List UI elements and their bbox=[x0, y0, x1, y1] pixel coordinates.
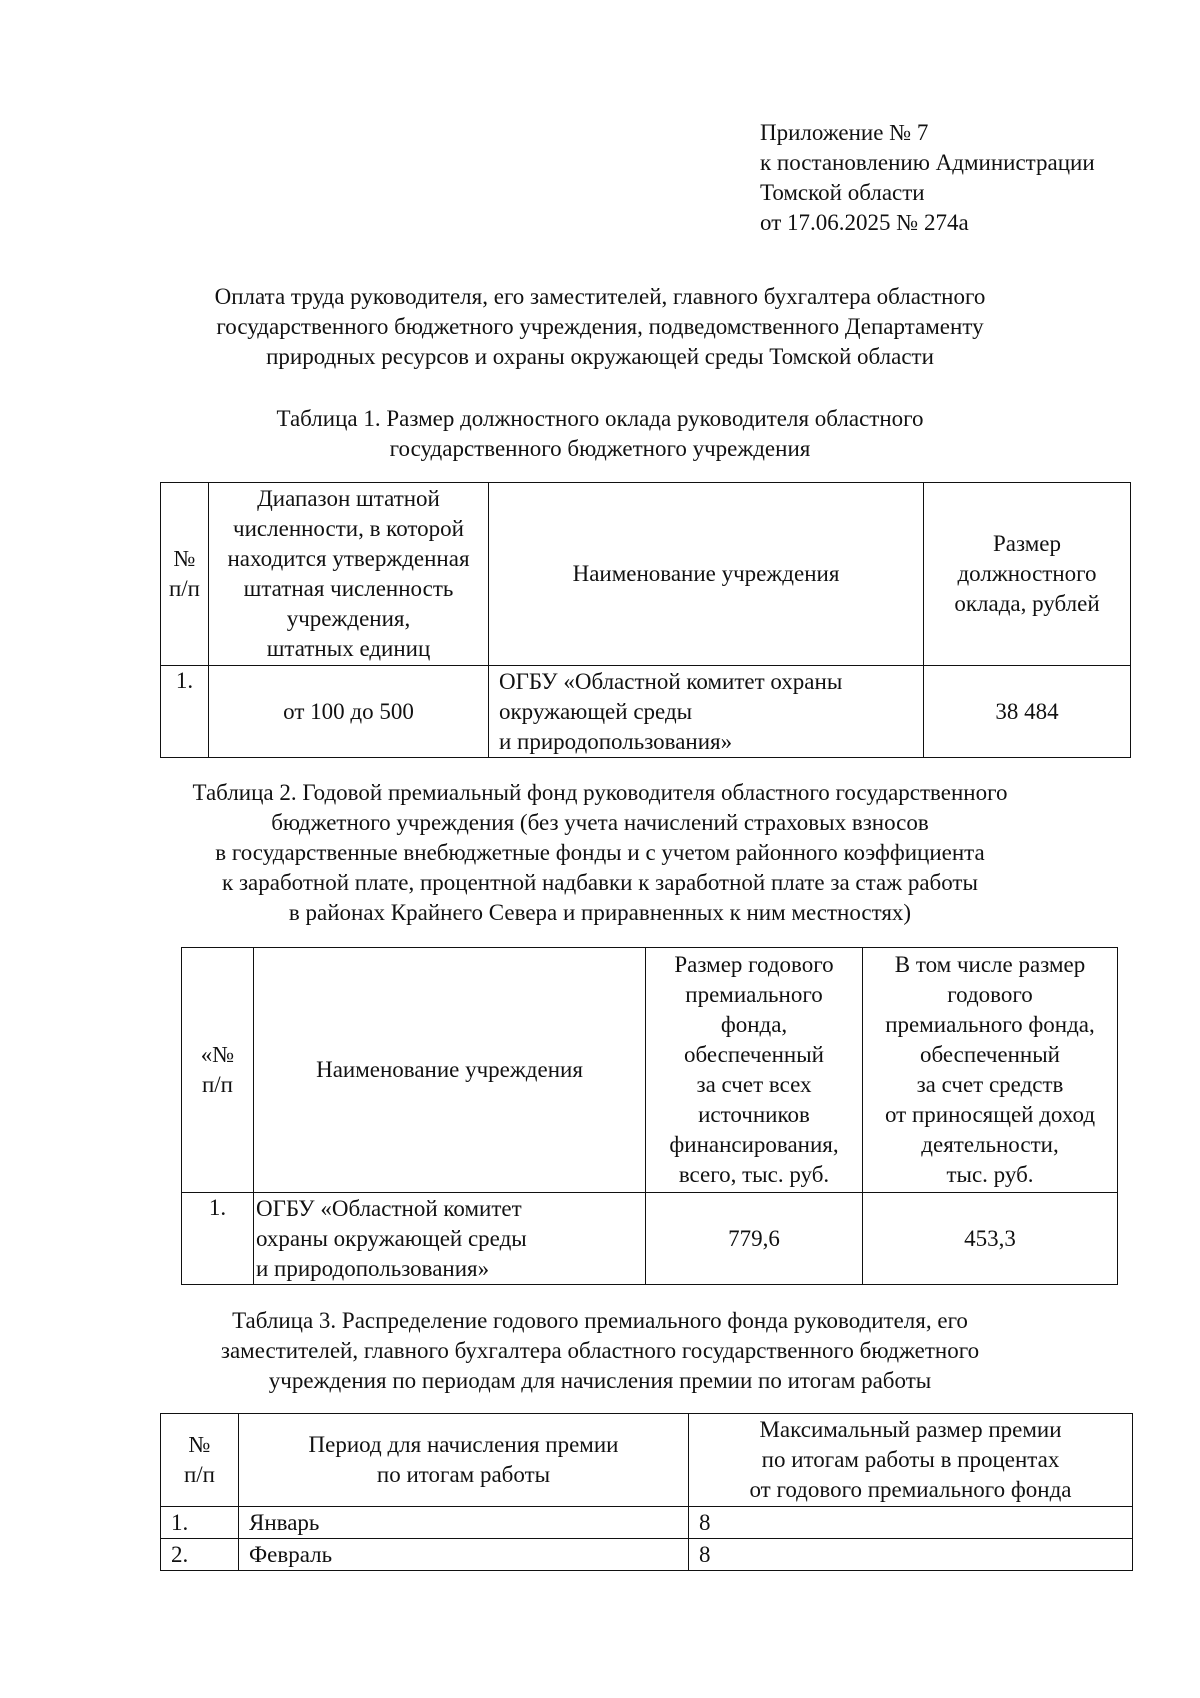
header-text: п/п bbox=[201, 1072, 233, 1097]
row-max-bonus: 8 bbox=[689, 1507, 1133, 1539]
row-max-bonus: 8 bbox=[689, 1539, 1133, 1571]
header-text: численности, в которой bbox=[233, 516, 464, 541]
header-text: за счет средств bbox=[916, 1072, 1064, 1097]
caption-line: учреждения по периодам для начисления премии по итогам работы bbox=[268, 1368, 932, 1393]
table-header-row bbox=[161, 1414, 1133, 1507]
header-text: штатных единиц bbox=[266, 636, 431, 661]
header-text: источников bbox=[698, 1102, 810, 1127]
table3-bonus-distribution bbox=[160, 1413, 1133, 1571]
row-period: Февраль bbox=[239, 1539, 689, 1571]
table1-caption bbox=[120, 404, 1080, 464]
caption-line: Таблица 2. Годовой премиальный фонд руководителя областного государственного bbox=[192, 780, 1008, 805]
cell-text: ОГБУ «Областной комитет bbox=[256, 1195, 522, 1221]
header-num bbox=[161, 483, 209, 666]
header-text: фонда, bbox=[720, 1012, 788, 1037]
header-text: годового bbox=[947, 982, 1033, 1007]
row-fund-total: 779,6 bbox=[646, 1193, 863, 1285]
header-fund-income bbox=[863, 948, 1118, 1193]
header-text: от приносящей доход bbox=[884, 1102, 1096, 1127]
header-text: премиального bbox=[685, 982, 823, 1007]
row-institution bbox=[254, 1193, 646, 1285]
table1-salary bbox=[160, 482, 1131, 758]
header-text: учреждения, bbox=[286, 606, 411, 631]
header-text: премиального фонда, bbox=[885, 1012, 1095, 1037]
header-text: обеспеченный bbox=[920, 1042, 1060, 1067]
header-text: должностного bbox=[957, 561, 1097, 586]
table-row bbox=[161, 1507, 1133, 1539]
row-institution bbox=[489, 666, 924, 758]
header-text: за счет всех bbox=[696, 1072, 812, 1097]
header-text: В том числе размер bbox=[894, 952, 1086, 977]
header-institution: Наименование учреждения bbox=[489, 483, 924, 666]
row-num: 2. bbox=[161, 1539, 239, 1571]
row-num: 1. bbox=[182, 1193, 254, 1285]
table3-caption bbox=[110, 1306, 1090, 1396]
header-num bbox=[161, 1414, 239, 1507]
header-text: обеспеченный bbox=[684, 1042, 824, 1067]
cell-text: и природопользования» bbox=[256, 1255, 490, 1281]
table-row bbox=[161, 1539, 1133, 1571]
header-salary bbox=[924, 483, 1131, 666]
cell-text: окружающей среды bbox=[499, 698, 693, 724]
header-period bbox=[239, 1414, 689, 1507]
header-text: Размер bbox=[992, 531, 1062, 556]
header-text: № bbox=[173, 546, 196, 571]
row-staff-range: от 100 до 500 bbox=[209, 666, 489, 758]
row-fund-income: 453,3 bbox=[863, 1193, 1118, 1285]
table-header-row bbox=[182, 948, 1118, 1193]
header-text: Период для начисления премии bbox=[308, 1432, 619, 1457]
caption-line: в районах Крайнего Севера и приравненных к ним местностях) bbox=[288, 900, 912, 925]
header-text: № bbox=[188, 1432, 211, 1457]
title-line: Оплата труда руководителя, его заместителей, главного бухгалтера областного bbox=[214, 284, 986, 309]
appendix-line: Томской области bbox=[760, 180, 925, 205]
cell-text: ОГБУ «Областной комитет охраны bbox=[499, 668, 843, 694]
header-staff-range bbox=[209, 483, 489, 666]
row-period: Январь bbox=[239, 1507, 689, 1539]
caption-line: в государственные внебюджетные фонды и с учетом районного коэффициента bbox=[215, 840, 985, 865]
table2-bonus-fund bbox=[181, 947, 1118, 1285]
table2-caption bbox=[110, 778, 1090, 928]
table-row bbox=[161, 666, 1131, 758]
header-fund-total bbox=[646, 948, 863, 1193]
document-title bbox=[100, 282, 1100, 372]
caption-line: Таблица 3. Распределение годового премиального фонда руководителя, его bbox=[232, 1308, 968, 1333]
header-text: финансирования, bbox=[669, 1132, 839, 1157]
header-text: находится утвержденная bbox=[227, 546, 470, 571]
header-text: оклада, рублей bbox=[954, 591, 1100, 616]
caption-line: к заработной плате, процентной надбавки к заработной плате за стаж работы bbox=[222, 870, 978, 895]
row-num: 1. bbox=[161, 1507, 239, 1539]
header-institution: Наименование учреждения bbox=[254, 948, 646, 1193]
appendix-reference bbox=[760, 118, 1180, 238]
header-text: Максимальный размер премии bbox=[759, 1417, 1062, 1442]
header-text: Диапазон штатной bbox=[257, 486, 440, 511]
header-text: Размер годового bbox=[674, 952, 834, 977]
cell-text: охраны окружающей среды bbox=[256, 1225, 527, 1251]
caption-line: бюджетного учреждения (без учета начислений страховых взносов bbox=[271, 810, 929, 835]
caption-line: государственного бюджетного учреждения bbox=[389, 436, 811, 461]
header-text: штатная численность bbox=[243, 576, 454, 601]
table-header-row bbox=[161, 483, 1131, 666]
caption-line: заместителей, главного бухгалтера областного государственного бюджетного bbox=[220, 1338, 980, 1363]
table-row bbox=[182, 1193, 1118, 1285]
header-text: «№ bbox=[200, 1042, 235, 1067]
header-max-bonus bbox=[689, 1414, 1133, 1507]
appendix-line: к постановлению Администрации bbox=[760, 150, 1095, 175]
header-text: п/п bbox=[168, 576, 200, 601]
header-text: по итогам работы в процентах bbox=[761, 1447, 1060, 1472]
header-text: всего, тыс. руб. bbox=[678, 1162, 830, 1187]
header-text: тыс. руб. bbox=[946, 1162, 1034, 1187]
caption-line: Таблица 1. Размер должностного оклада руководителя областного bbox=[276, 406, 924, 431]
header-text: п/п bbox=[183, 1462, 215, 1487]
header-text: деятельности, bbox=[921, 1132, 1059, 1157]
appendix-line: Приложение № 7 bbox=[760, 120, 929, 145]
header-num bbox=[182, 948, 254, 1193]
cell-text: и природопользования» bbox=[499, 728, 733, 754]
row-num: 1. bbox=[161, 666, 209, 758]
appendix-line: от 17.06.2025 № 274а bbox=[760, 210, 969, 235]
header-text: от годового премиального фонда bbox=[749, 1477, 1072, 1502]
title-line: государственного бюджетного учреждения, подведомственного Департаменту bbox=[216, 314, 984, 339]
row-salary: 38 484 bbox=[924, 666, 1131, 758]
header-text: по итогам работы bbox=[376, 1462, 551, 1487]
title-line: природных ресурсов и охраны окружающей среды Томской области bbox=[266, 344, 934, 369]
